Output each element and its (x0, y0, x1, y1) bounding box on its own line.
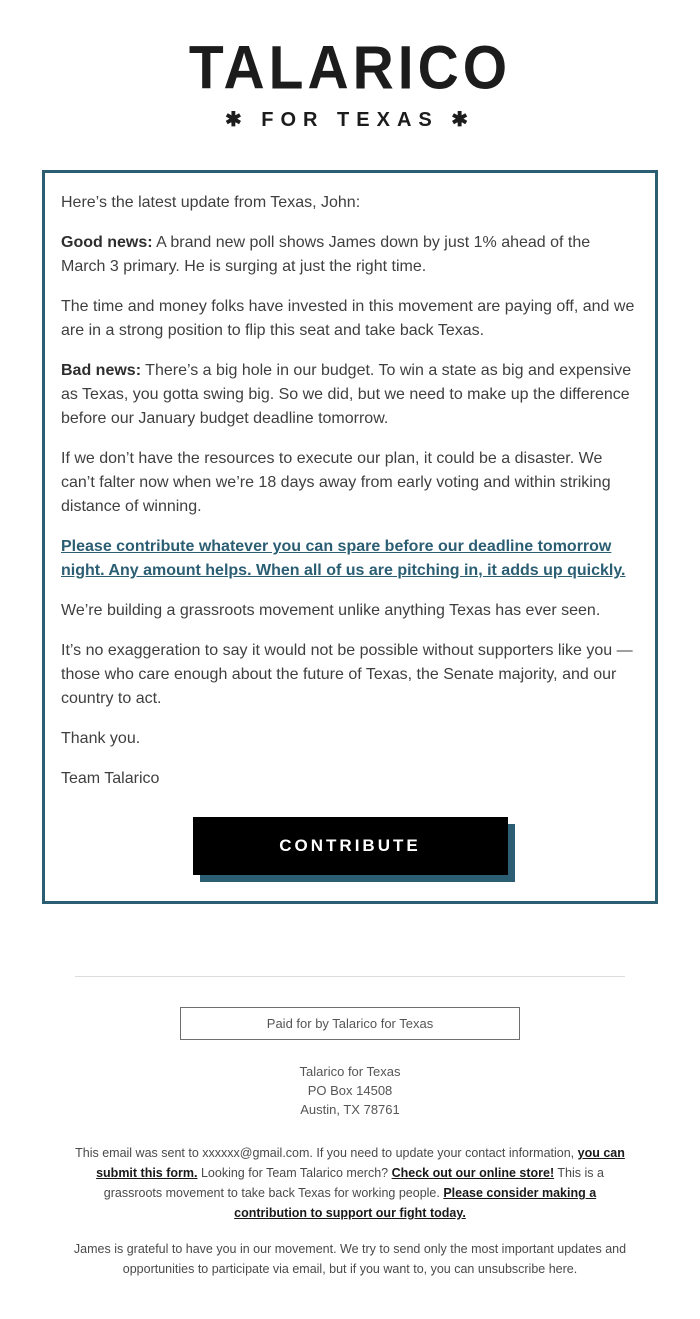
closing-paragraph: James is grateful to have you in our movement. We try to send only the most important updates and opportunities to participate via email, but if you want to, you can unsubscribe here. (73, 1242, 627, 1276)
contribute-button-wrap (61, 817, 639, 875)
good-news-paragraph (61, 231, 639, 279)
logo-subtitle: ✱ FOR TEXAS ✱ (224, 109, 476, 131)
disaster-paragraph: If we don’t have the resources to execute our plan, it could be a disaster. We can’t falter now when we’re 18 days away from early voting and within striking distance of winning. (61, 450, 611, 515)
greeting-paragraph: Here’s the latest update from Texas, John: (61, 194, 361, 211)
contribute-button[interactable]: CONTRIBUTE (193, 817, 508, 875)
bad-news-text: There’s a big hole in our budget. To win a state as big and expensive as Texas, you gotta swing big. So we did, but we need to make up the difference before our January budget deadline tomorrow. (61, 362, 632, 427)
contribute-link-paragraph (61, 535, 639, 583)
bad-news-label: Bad news: (61, 362, 142, 379)
address-line-org: Talarico for Texas (299, 1064, 401, 1079)
good-news-text: A brand new poll shows James down by just 1% ahead of the March 3 primary. He is surging at just the right time. (61, 234, 591, 275)
signature-paragraph: Team Talarico (61, 770, 160, 787)
submit-form-link[interactable]: you can submit this form. (96, 1146, 625, 1180)
supporters-paragraph: It’s no exaggeration to say it would not be possible without supporters like you — those who care enough about the future of Texas, the Senate majority, and our country to act. (61, 642, 633, 707)
contribution-footer-link[interactable]: Please consider making a contribution to support our fight today. (234, 1186, 597, 1220)
email-body-box (42, 170, 658, 904)
logo-title: TALARICO (188, 33, 512, 103)
paid-for-disclaimer: Paid for by Talarico for Texas (180, 1007, 520, 1040)
contribute-link[interactable]: Please contribute whatever you can spare before our deadline tomorrow night. Any amount helps. When all of us are pitching in, it adds up quickly. (61, 538, 626, 579)
online-store-link[interactable]: Check out our online store! (391, 1166, 555, 1180)
bad-news-paragraph (61, 359, 639, 431)
address-block (0, 1062, 700, 1119)
brand-logo (0, 33, 700, 132)
address-line-pobox: PO Box 14508 (307, 1083, 393, 1098)
fine-print-paragraph (72, 1143, 628, 1223)
thanks-paragraph: Thank you. (61, 730, 141, 747)
momentum-paragraph: The time and money folks have invested in this movement are paying off, and we are in a strong position to flip this seat and take back Texas. (61, 298, 635, 339)
fine-print-text-2: Looking for Team Talarico merch? (197, 1166, 392, 1180)
email-footer (0, 976, 700, 1293)
grassroots-paragraph: We’re building a grassroots movement unlike anything Texas has ever seen. (61, 602, 601, 619)
footer-divider (75, 976, 625, 977)
good-news-label: Good news: (61, 234, 153, 251)
address-line-city: Austin, TX 78761 (300, 1102, 400, 1117)
fine-print-text-3: This is a grassroots movement to take back Texas for working people. (103, 1166, 604, 1200)
fine-print-text-1: This email was sent to xxxxxx@gmail.com. If you need to update your contact information, (75, 1146, 578, 1160)
